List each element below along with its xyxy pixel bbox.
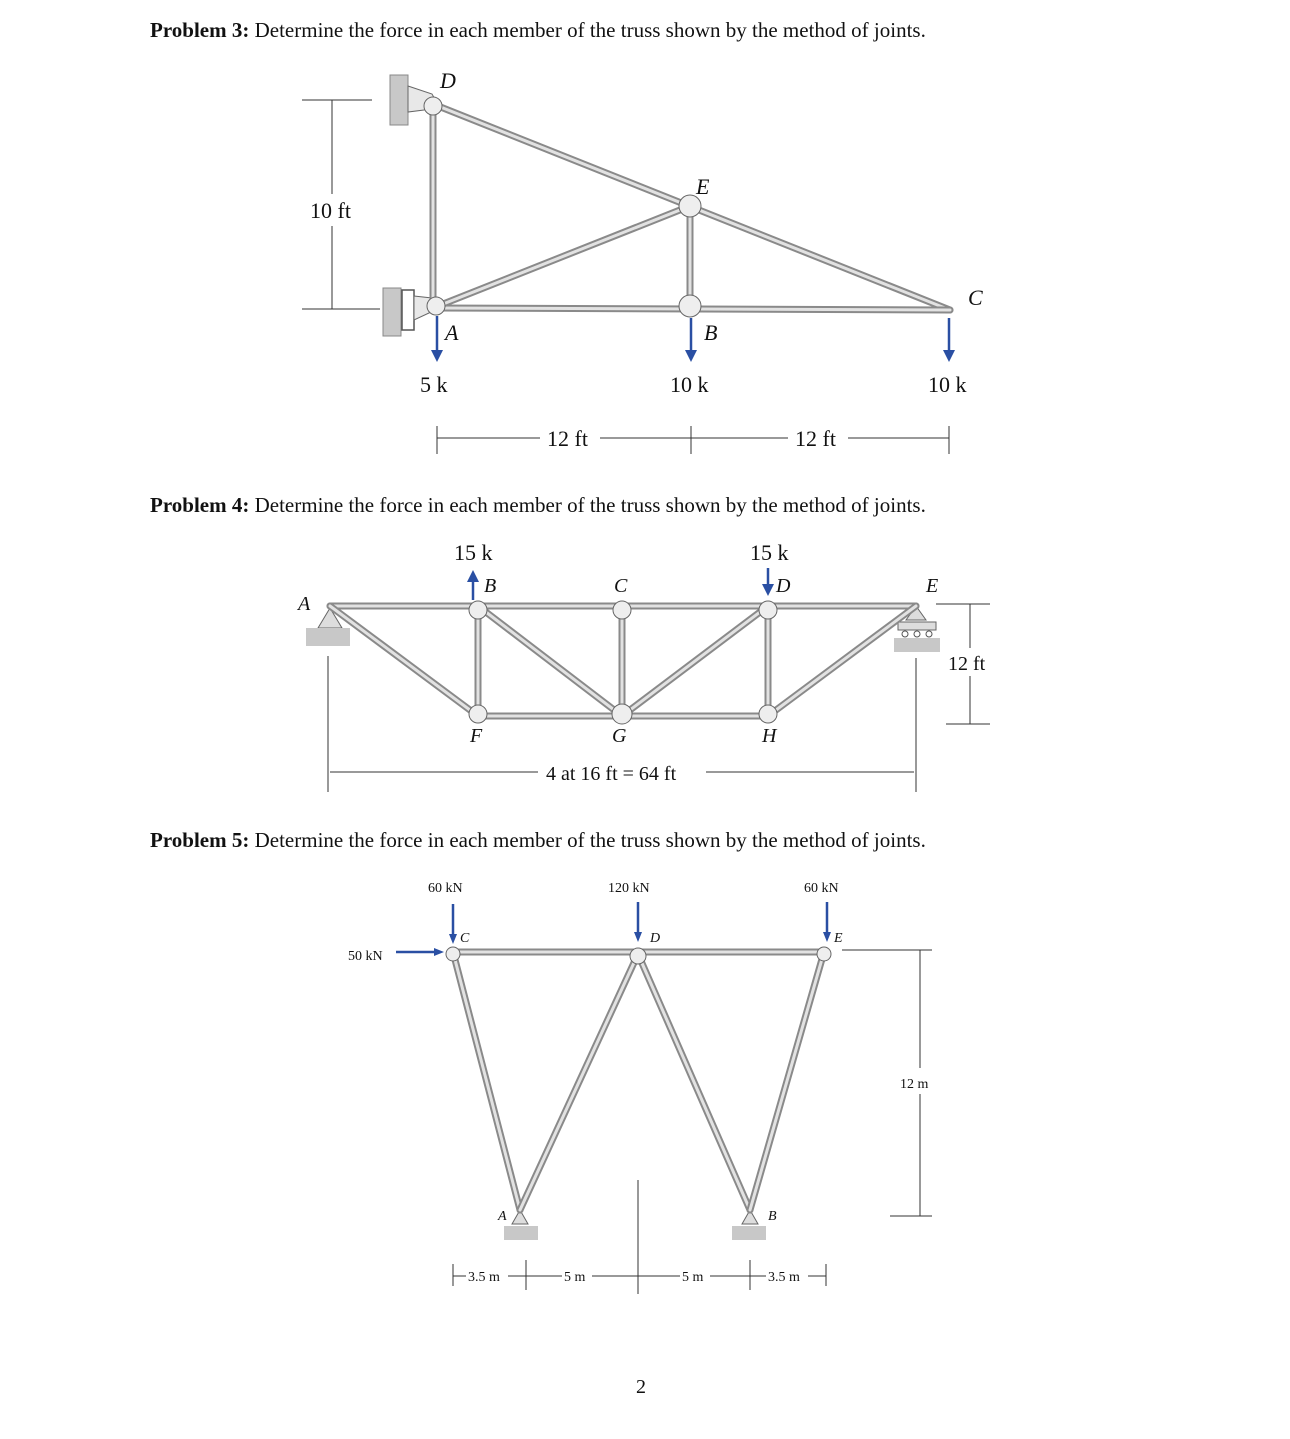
joint-label-e: E [696, 174, 710, 199]
problem-5-text: Determine the force in each member of the truss shown by the method of joints. [254, 828, 926, 852]
joint-plate-f4 [469, 705, 487, 723]
problem-4-label: Problem 4: [150, 493, 250, 517]
joint-label-d4: D [776, 575, 791, 597]
load-arrow-e5 [823, 902, 831, 942]
joint-label-a: A [445, 320, 459, 345]
joint-label-e5: E [834, 931, 843, 946]
wall-support-d [390, 75, 408, 125]
joint-label-a4: A [298, 593, 311, 615]
joint-label-c5: C [460, 931, 470, 946]
load-arrow-b4 [467, 570, 479, 600]
height-label-5: 12 m [900, 1077, 929, 1092]
joint-label-d: D [440, 68, 456, 93]
dim-label-5a: 3.5 m [468, 1270, 500, 1285]
height-label-3: 10 ft [310, 198, 351, 223]
joint-label-b: B [704, 320, 718, 345]
joint-plate-g4 [612, 704, 632, 724]
load-label-d5: 120 kN [608, 881, 650, 896]
roller-plate-e [898, 622, 936, 630]
load-label-h5: 50 kN [348, 949, 383, 964]
load-arrow-a [431, 316, 443, 362]
load-label-c5: 60 kN [428, 881, 463, 896]
joint-label-g4: G [612, 725, 627, 747]
ground-a [306, 628, 350, 646]
roller-a [402, 290, 414, 330]
load-label-b: 10 k [670, 372, 709, 397]
truss-members-5 [453, 952, 824, 1210]
problem-4-statement [150, 493, 926, 518]
problem-3-text: Determine the force in each member of the truss shown by the method of joints. [254, 18, 926, 42]
load-arrow-d5 [634, 902, 642, 942]
joint-plate-h4 [759, 705, 777, 723]
joint-plate-d4 [759, 601, 777, 619]
problem-5-label: Problem 5: [150, 828, 250, 852]
wall-support-a [383, 288, 401, 336]
joint-label-c: C [968, 285, 983, 310]
joint-plate-d5 [630, 948, 646, 964]
joint-label-a5: A [498, 1209, 507, 1224]
span-label-3a: 12 ft [547, 426, 588, 451]
load-label-b4: 15 k [454, 540, 493, 565]
span-dimension-3 [437, 426, 949, 454]
page-number: 2 [636, 1376, 646, 1398]
joint-plate-b [679, 295, 701, 317]
load-arrow-c5 [449, 904, 457, 944]
joint-label-f4: F [470, 725, 483, 747]
load-label-e5: 60 kN [804, 881, 839, 896]
ground-e [894, 638, 940, 652]
joint-label-e4: E [926, 575, 939, 597]
joint-plate-c4 [613, 601, 631, 619]
joint-label-c4: C [614, 575, 628, 597]
load-label-d4: 15 k [750, 540, 789, 565]
joint-plate-b4 [469, 601, 487, 619]
joint-plate-d [424, 97, 442, 115]
ground-a5 [504, 1226, 538, 1240]
joint-label-d5: D [650, 931, 661, 946]
load-arrow-c [943, 318, 955, 362]
joint-label-b4: B [484, 575, 497, 597]
truss-diagram-5 [0, 860, 1290, 1320]
load-arrow-h5 [396, 948, 444, 956]
truss-diagram-3 [0, 0, 1290, 470]
joint-label-h4: H [762, 725, 777, 747]
load-label-c: 10 k [928, 372, 967, 397]
dim-label-5b: 5 m [564, 1270, 586, 1285]
ground-b5 [732, 1226, 766, 1240]
joint-plate-c5 [446, 947, 460, 961]
problem-3-label: Problem 3: [150, 18, 250, 42]
span-label-3b: 12 ft [795, 426, 836, 451]
load-label-a: 5 k [420, 372, 448, 397]
load-arrow-b [685, 318, 697, 362]
joint-plate-a [427, 297, 445, 315]
joint-label-b5: B [768, 1209, 777, 1224]
dim-label-5d: 3.5 m [768, 1270, 800, 1285]
problem-4-text: Determine the force in each member of the truss shown by the method of joints. [254, 493, 926, 517]
joint-plate-e5 [817, 947, 831, 961]
span-label-4: 4 at 16 ft = 64 ft [546, 763, 677, 785]
height-label-4: 12 ft [948, 653, 986, 675]
load-arrow-d4 [762, 568, 774, 596]
truss-members-4 [330, 606, 916, 716]
truss-diagram-4 [0, 530, 1290, 850]
problem-5-statement [150, 828, 926, 853]
dim-label-5c: 5 m [682, 1270, 704, 1285]
